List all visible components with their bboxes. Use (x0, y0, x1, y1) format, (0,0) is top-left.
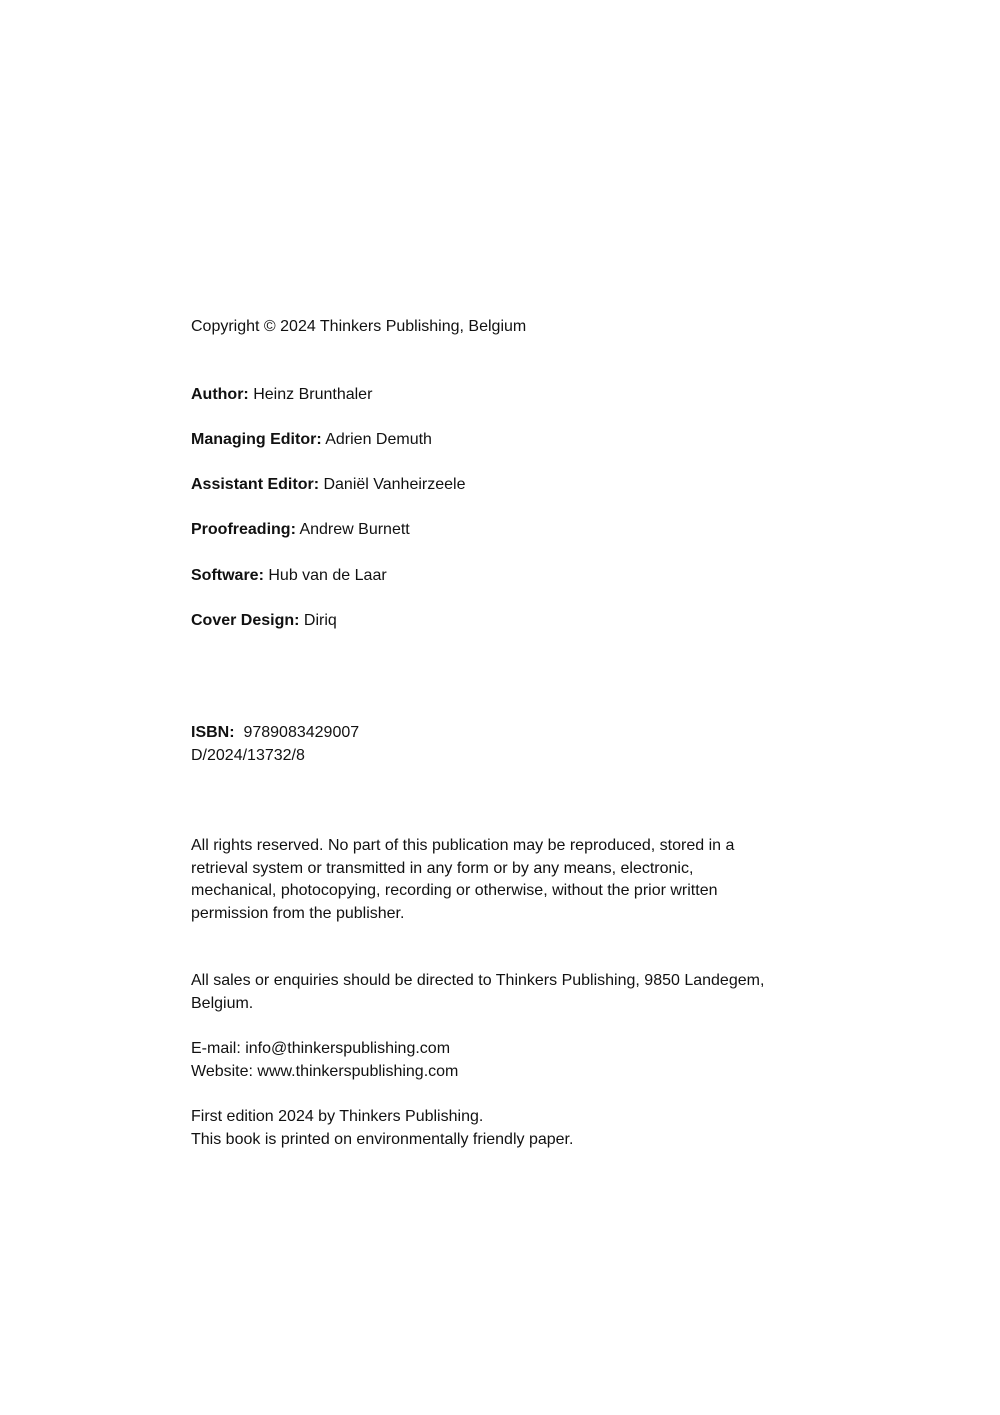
contact-email: E-mail: info@thinkerspublishing.com (191, 1040, 451, 1057)
credit-author (191, 384, 372, 406)
credit-value: Daniël Vanheirzeele (323, 476, 466, 493)
credit-label: Author: (191, 386, 249, 403)
credit-value: Heinz Brunthaler (253, 386, 373, 403)
rights-line: permission from the publisher. (191, 905, 405, 923)
edition-block (191, 1106, 811, 1151)
credit-label: Assistant Editor: (191, 476, 320, 493)
copyright-line: Copyright © 2024 Thinkers Publishing, Belgium (191, 318, 527, 335)
rights-line: All rights reserved. No part of this publication may be reproduced, stored in a (191, 837, 735, 854)
sales-paragraph (191, 970, 811, 1015)
credit-label: Managing Editor: (191, 431, 322, 448)
credit-label: Software: (191, 567, 264, 584)
credit-software (191, 565, 387, 587)
isbn-label: ISBN: (191, 724, 235, 741)
contact-block (191, 1038, 811, 1083)
credit-value: Hub van de Laar (268, 567, 387, 584)
credit-label: Proofreading: (191, 521, 296, 538)
rights-line: mechanical, photocopying, recording or otherwise, without the prior written (191, 882, 718, 900)
sales-line: Belgium. (191, 994, 254, 1012)
credit-assistant-editor (191, 474, 465, 496)
credit-proofreading (191, 519, 410, 541)
credit-value: Andrew Burnett (299, 521, 410, 538)
credit-value: Diriq (303, 612, 337, 629)
credit-value: Adrien Demuth (325, 431, 432, 448)
credit-managing-editor (191, 429, 432, 451)
isbn-value: 9789083429007 (243, 724, 360, 741)
rights-paragraph (191, 835, 811, 926)
paper-note: This book is printed on environmentally friendly paper. (191, 1130, 574, 1148)
credit-cover-design (191, 610, 337, 632)
rights-line: retrieval system or transmitted in any form or by any means, electronic, (191, 859, 694, 877)
isbn-line (191, 722, 359, 744)
contact-website: Website: www.thinkerspublishing.com (191, 1062, 459, 1080)
first-edition: First edition 2024 by Thinkers Publishing. (191, 1108, 484, 1125)
legal-deposit: D/2024/13732/8 (191, 747, 305, 764)
credit-label: Cover Design: (191, 612, 300, 629)
sales-line: All sales or enquiries should be directed to Thinkers Publishing, 9850 Landegem, (191, 972, 765, 989)
